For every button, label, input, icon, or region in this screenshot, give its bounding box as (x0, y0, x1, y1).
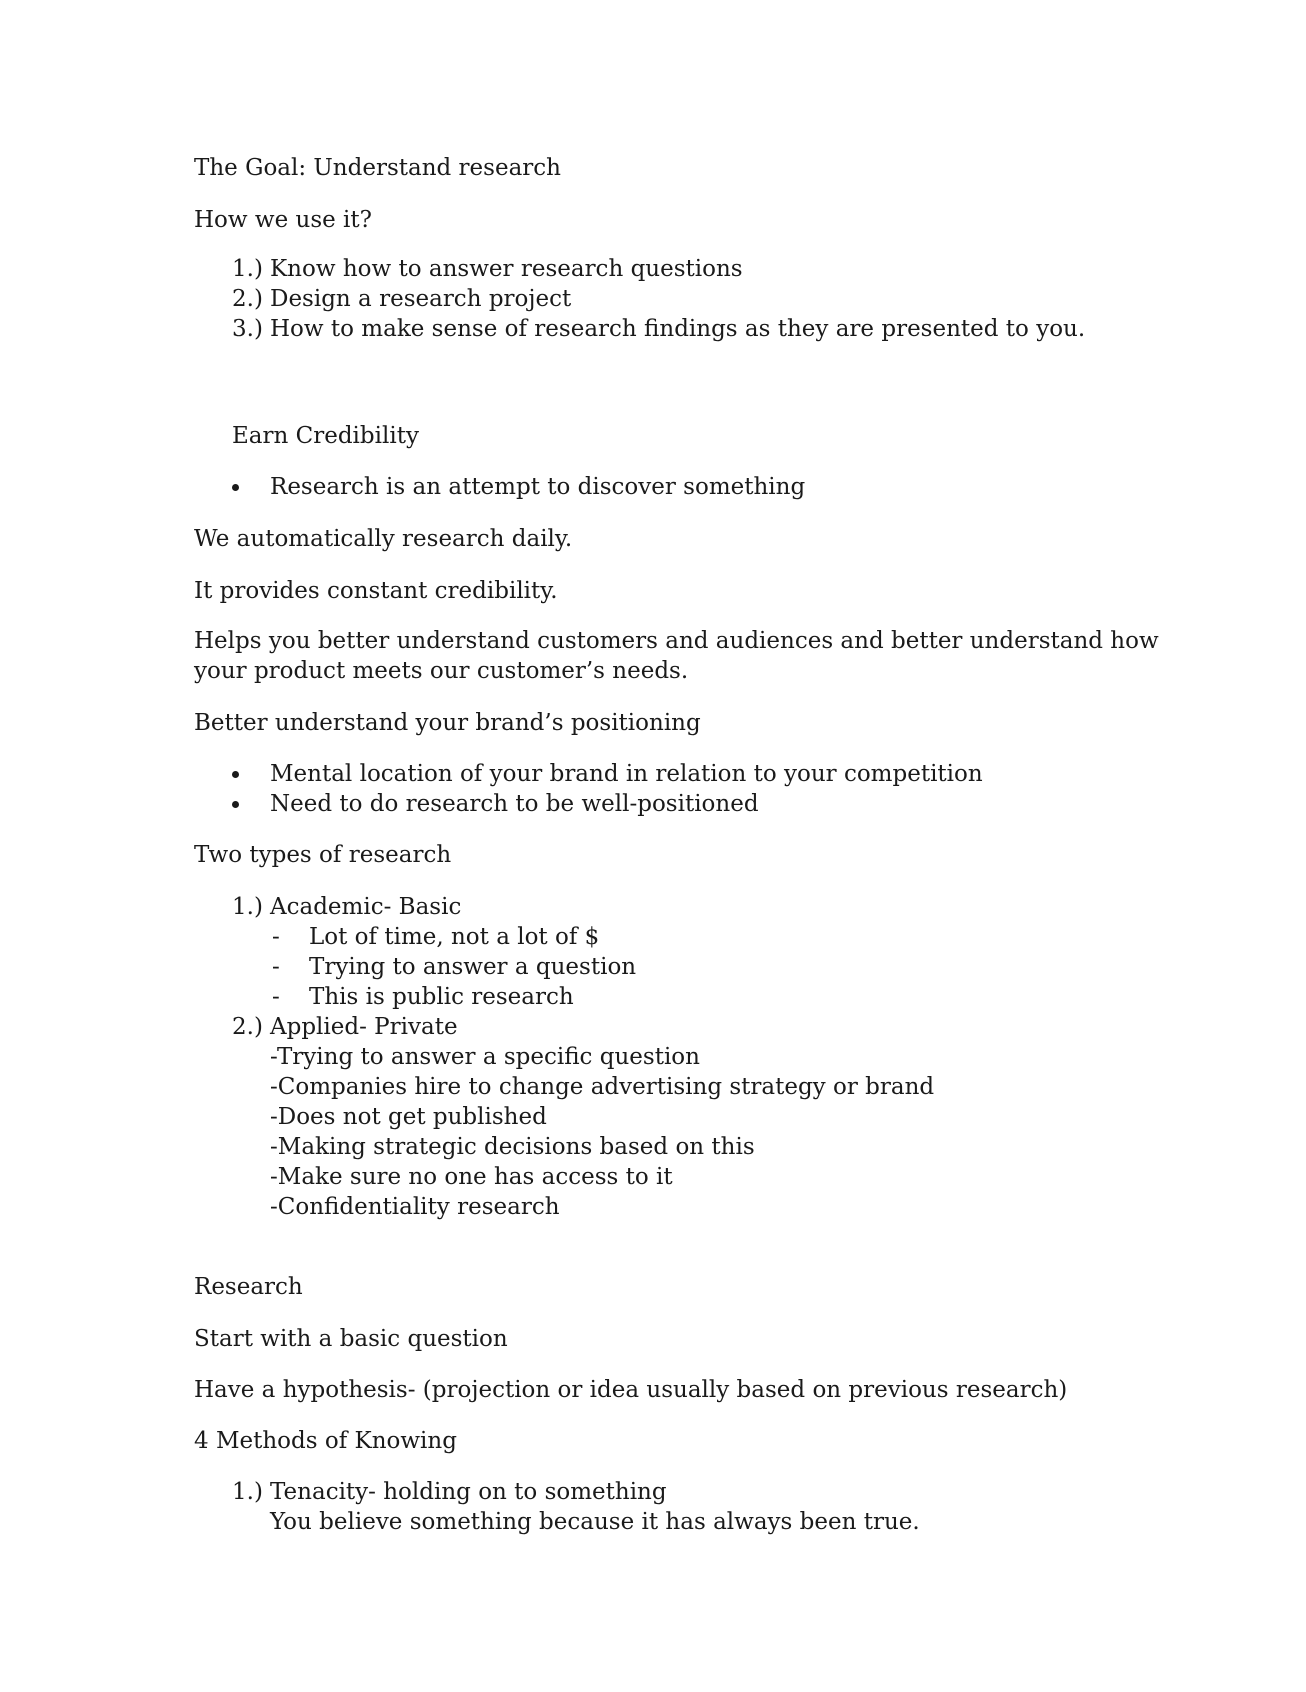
sub-item: Lot of time, not a lot of $ (309, 924, 600, 950)
paragraph: Start with a basic question (194, 1326, 508, 1352)
sub-item: Trying to answer a question (309, 954, 637, 980)
paragraph: Better understand your brand’s positioning (194, 710, 701, 736)
bullet-item: Mental location of your brand in relation to your competition (270, 761, 983, 787)
paragraph: Have a hypothesis- (projection or idea usually based on previous research) (194, 1377, 1068, 1403)
goal-heading: The Goal: Understand research (194, 155, 561, 181)
sub-item: This is public research (309, 984, 574, 1010)
paragraph: We automatically research daily. (194, 526, 573, 552)
sub-item: -Companies hire to change advertising strategy or brand (270, 1074, 935, 1100)
list-item: Know how to answer research questions (270, 256, 743, 282)
list-item: Academic- Basic (270, 894, 462, 920)
dash-marker: - (272, 924, 280, 950)
bullet-icon (232, 484, 239, 491)
earn-credibility-heading: Earn Credibility (232, 423, 419, 449)
paragraph-line: Helps you better understand customers and audiences and better understand how (194, 628, 1159, 654)
list-number: 3.) (232, 316, 263, 342)
bullet-icon (232, 801, 239, 808)
paragraph: Two types of research (194, 842, 452, 868)
list-number: 2.) (232, 1014, 263, 1040)
list-number: 1.) (232, 256, 263, 282)
dash-marker: - (272, 954, 280, 980)
paragraph: Research (194, 1274, 303, 1300)
sub-item: -Confidentiality research (270, 1194, 560, 1220)
sub-item: -Make sure no one has access to it (270, 1164, 673, 1190)
list-item: Design a research project (270, 286, 572, 312)
sub-item: -Making strategic decisions based on this (270, 1134, 755, 1160)
how-use-heading: How we use it? (194, 207, 372, 233)
list-number: 1.) (232, 894, 263, 920)
list-item: Applied- Private (270, 1014, 458, 1040)
list-item-detail: You believe something because it has always been true. (270, 1509, 920, 1535)
paragraph: It provides constant credibility. (194, 578, 558, 604)
dash-marker: - (272, 984, 280, 1010)
bullet-item: Research is an attempt to discover something (270, 474, 806, 500)
list-number: 2.) (232, 286, 263, 312)
paragraph: 4 Methods of Knowing (194, 1428, 457, 1454)
paragraph-line: your product meets our customer’s needs. (194, 658, 689, 684)
list-number: 1.) (232, 1479, 263, 1505)
sub-item: -Trying to answer a specific question (270, 1044, 700, 1070)
list-item: Tenacity- holding on to something (270, 1479, 667, 1505)
bullet-icon (232, 771, 239, 778)
list-item: How to make sense of research findings as they are presented to you. (270, 316, 1086, 342)
sub-item: -Does not get published (270, 1104, 547, 1130)
bullet-item: Need to do research to be well-positioned (270, 791, 759, 817)
